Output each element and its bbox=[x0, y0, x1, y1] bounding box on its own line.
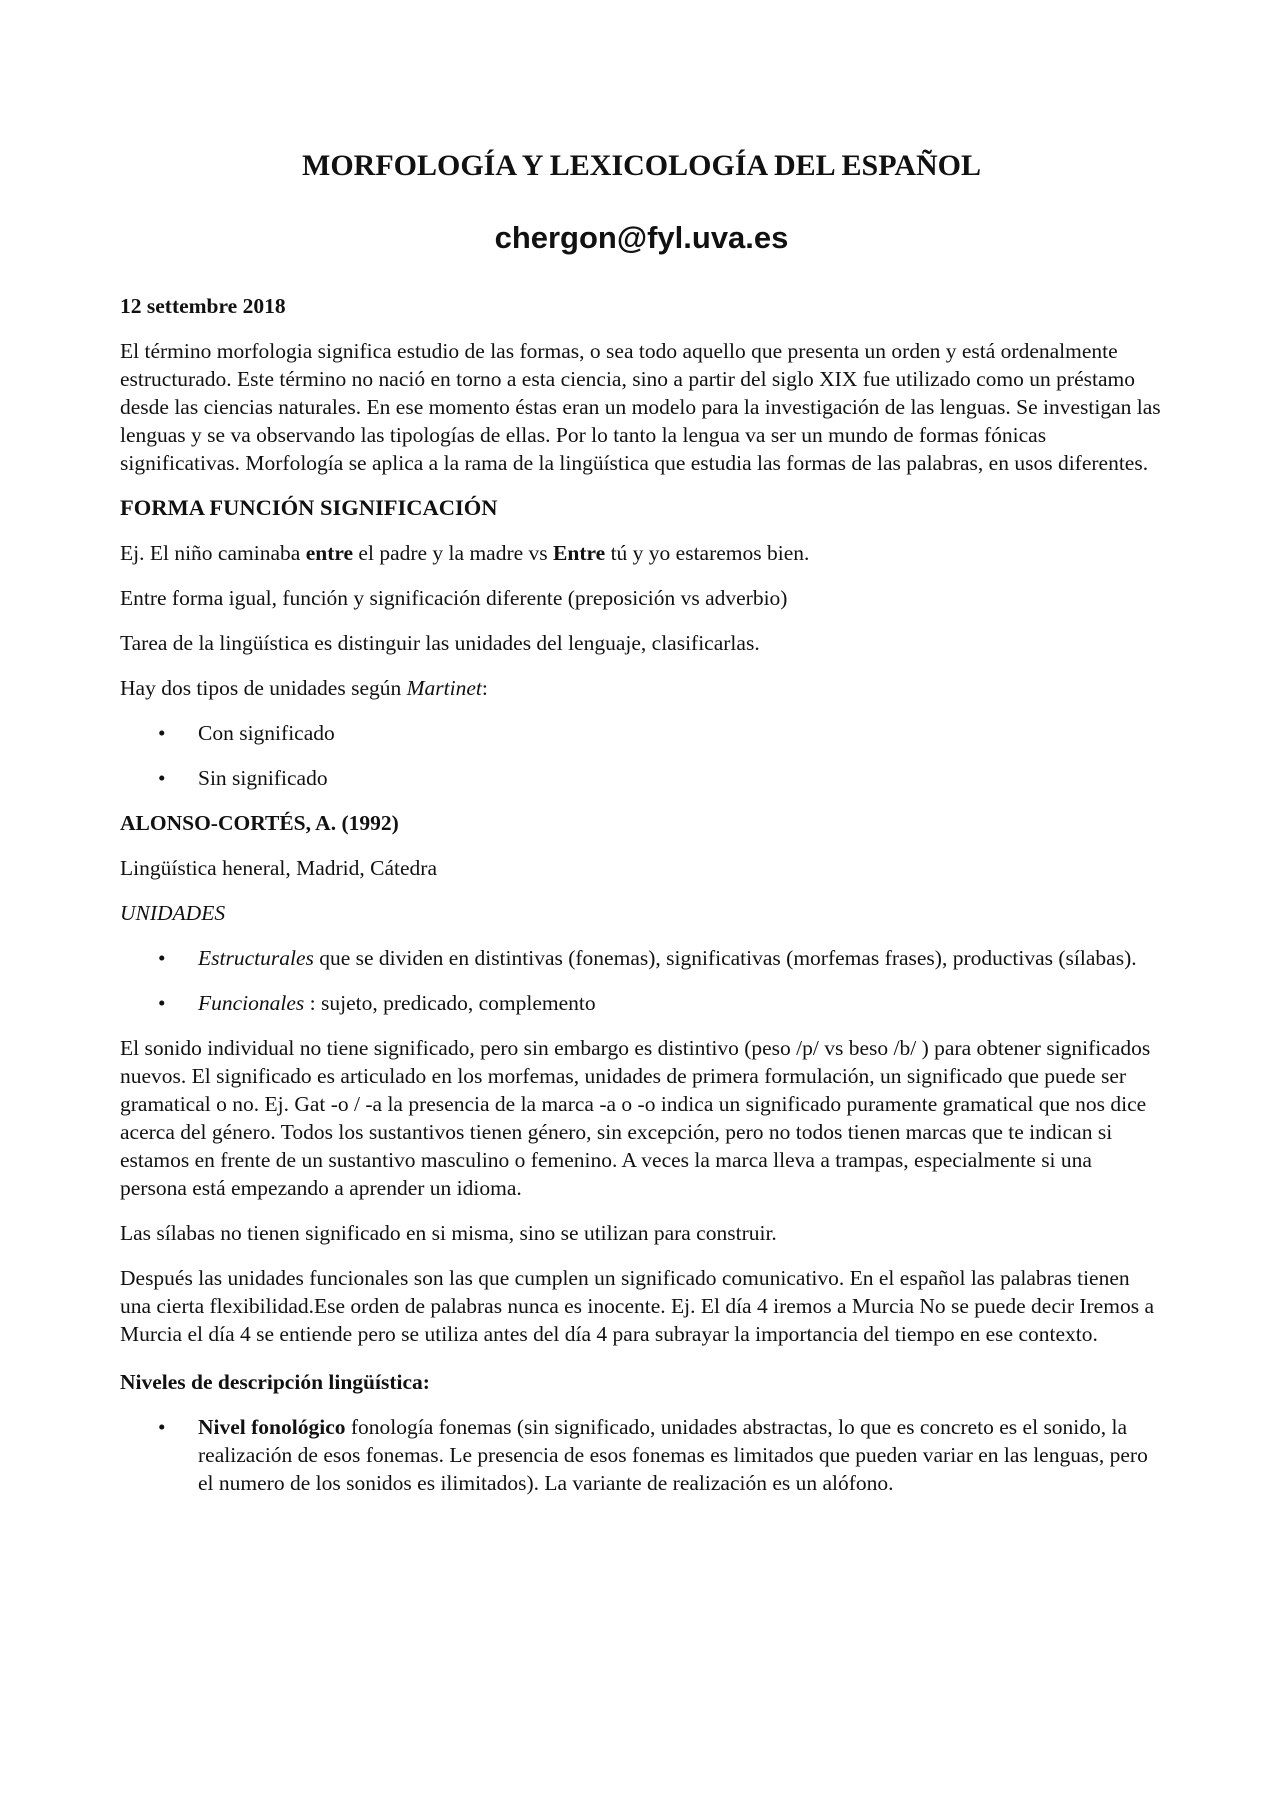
nivel-desc: fonología fonemas (sin significado, unidades abstractas, lo que es concreto es el sonido, la realización de esos fonemas. Le presencia de esos fonemas es limitados que pueden variar en las lenguas, pero el numero de los sonidos es ilimitados). La variante de realización es un alófono. bbox=[198, 1415, 1148, 1495]
example-bold-entre-2: Entre bbox=[553, 541, 606, 565]
tarea-line: Tarea de la lingüística es distinguir las unidades del lenguaje, clasificarlas. bbox=[120, 631, 760, 655]
niveles-heading: Niveles de descripción lingüística: bbox=[120, 1370, 430, 1394]
list-item-text: Con significado bbox=[198, 721, 335, 745]
hay-dos-prefix: Hay dos tipos de unidades según bbox=[120, 676, 407, 700]
bullet-icon: • bbox=[158, 991, 166, 1015]
list-item bbox=[120, 944, 1163, 972]
example-text-2: el padre y la madre vs bbox=[353, 541, 554, 565]
example-text-3: tú y yo estaremos bien. bbox=[605, 541, 810, 565]
unidad-term: Funcionales bbox=[198, 991, 305, 1015]
list-item-text: Sin significado bbox=[198, 766, 328, 790]
unit-types-list bbox=[120, 719, 1163, 792]
unidad-desc: : sujeto, predicado, complemento bbox=[304, 991, 596, 1015]
sonido-paragraph: El sonido individual no tiene significado, pero sin embargo es distintivo (peso /p/ vs beso /b/ ) para obtener significados nuevos. El significado es articulado en los morfemas, unidades de primera formulación, un significado que puede ser gramatical o no. Ej. Gat -o / -a la presencia de la marca -a o -o indica un significado puramente gramatical que nos dice acerca del género. Todos los sustantivos tienen género, sin excepción, pero no todos tienen marcas que te indican si estamos en frente de un sustantivo masculino o femenino. A veces la marca lleva a trampas, especialmente si una persona está empezando a aprender un idioma. bbox=[120, 1036, 1151, 1200]
list-item bbox=[120, 719, 1163, 747]
silabas-paragraph: Las sílabas no tienen significado en si misma, sino se utilizan para construir. bbox=[120, 1221, 777, 1245]
intro-paragraph: El término morfologia significa estudio de las formas, o sea todo aquello que presenta un orden y está ordenalmente estructurado. Este término no nació en torno a esta ciencia, sino a partir del siglo XIX fue utilizado como un préstamo desde las ciencias naturales. En ese momento éstas eran un modelo para la investigación de las lenguas. Se investigan las lenguas y se va observando las tipologías de ellas. Por lo tanto la lengua va ser un mundo de formas fónicas significativas. Morfología se aplica a la rama de la lingüística que estudia las formas de las palabras, en usos diferentes. bbox=[120, 339, 1161, 475]
hay-dos-suffix: : bbox=[481, 676, 488, 700]
bullet-icon: • bbox=[158, 766, 166, 790]
author-martinet: Martinet bbox=[406, 676, 482, 700]
example-bold-entre: entre bbox=[305, 541, 354, 565]
unidades-label: UNIDADES bbox=[120, 901, 226, 925]
nivel-term: Nivel fonológico bbox=[198, 1415, 346, 1439]
section-heading-forma: FORMA FUNCIÓN SIGNIFICACIÓN bbox=[120, 495, 498, 520]
lecture-date: 12 settembre 2018 bbox=[120, 294, 286, 318]
reference-heading: ALONSO-CORTÉS, A. (1992) bbox=[120, 811, 399, 835]
list-item bbox=[120, 764, 1163, 792]
example-line bbox=[120, 539, 1163, 567]
bullet-icon: • bbox=[158, 1415, 166, 1439]
niveles-list bbox=[120, 1413, 1163, 1497]
list-item bbox=[120, 989, 1163, 1017]
list-item bbox=[120, 1413, 1163, 1497]
hay-dos-line bbox=[120, 674, 1163, 702]
unidad-term: Estructurales bbox=[198, 946, 314, 970]
document-title: MORFOLOGÍA Y LEXICOLOGÍA DEL ESPAÑOL bbox=[302, 149, 981, 182]
despues-paragraph: Después las unidades funcionales son las que cumplen un significado comunicativo. En el español las palabras tienen una cierta flexibilidad.Ese orden de palabras nunca es inocente. Ej. El día 4 iremos a Murcia No se puede decir Iremos a Murcia el día 4 se entiende pero se utiliza antes del día 4 para subrayar la importancia del tiempo en ese contexto. bbox=[120, 1266, 1154, 1346]
example-text-1: Ej. El niño caminaba bbox=[120, 541, 306, 565]
reference-line: Lingüística heneral, Madrid, Cátedra bbox=[120, 856, 438, 880]
bullet-icon: • bbox=[158, 721, 166, 745]
contact-email: chergon@fyl.uva.es bbox=[494, 220, 789, 255]
unidades-list bbox=[120, 944, 1163, 1017]
bullet-icon: • bbox=[158, 946, 166, 970]
unidad-desc: que se dividen en distintivas (fonemas), significativas (morfemas frases), productivas (sílabas). bbox=[313, 946, 1137, 970]
entre-explanation: Entre forma igual, función y significación diferente (preposición vs adverbio) bbox=[120, 586, 788, 610]
